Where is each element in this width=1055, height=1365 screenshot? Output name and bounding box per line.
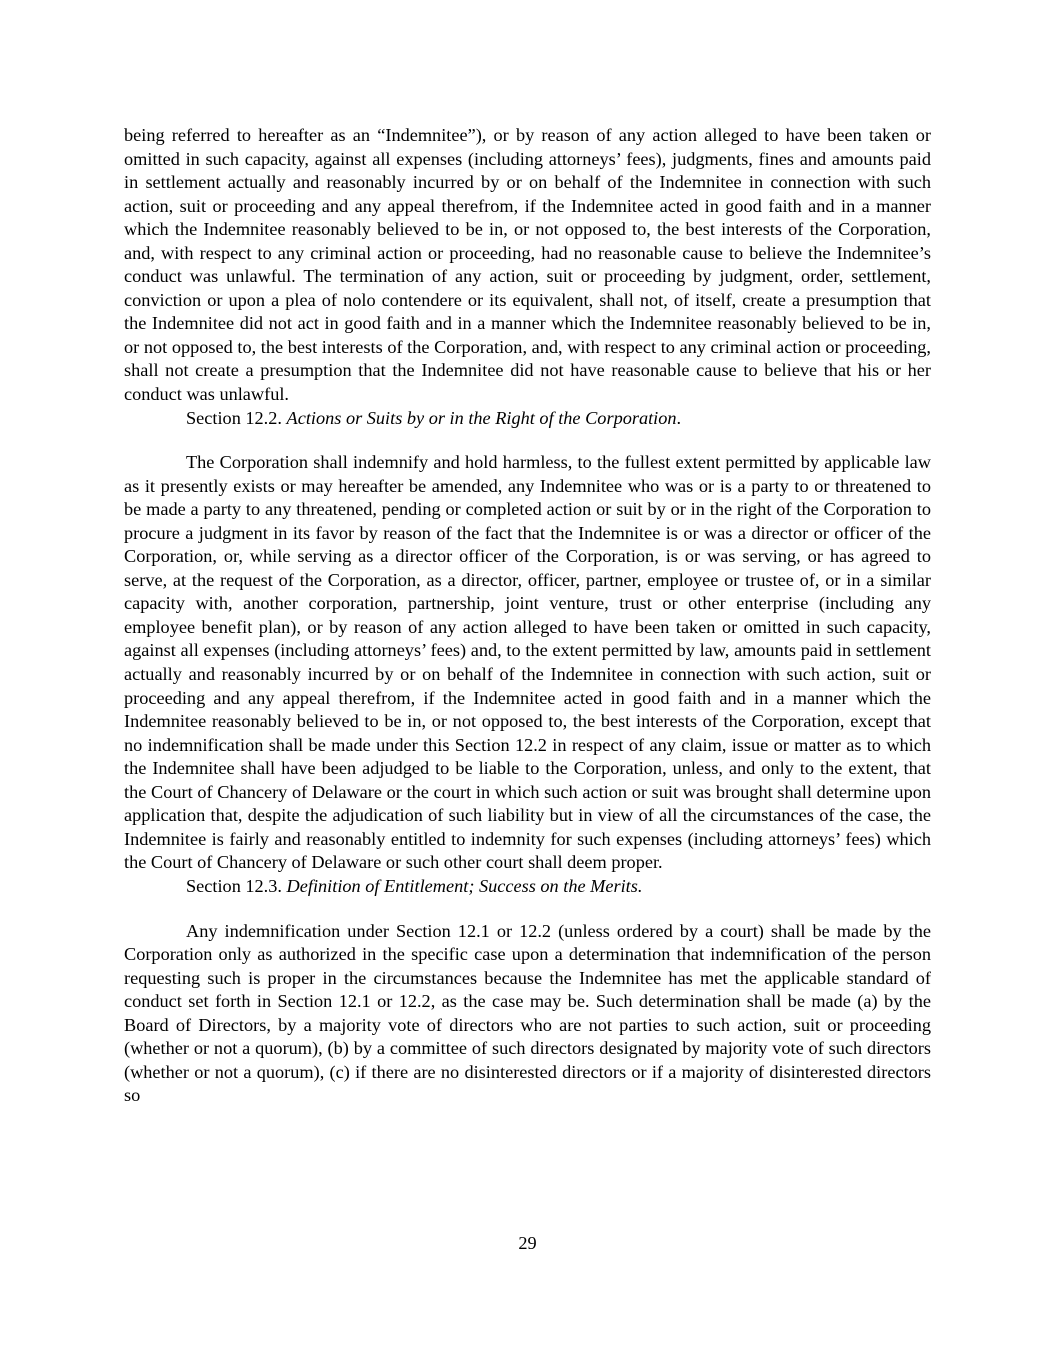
paragraph-continued: being referred to hereafter as an “Indemnitee”), or by reason of any action alleged to have been taken or omitted in such capacity, against all expenses (including attorneys’ fees), judgments, fines and amounts paid in settlement actually and reasonably incurred by or on behalf of the Indemnitee in connection with such action, suit or proceeding and any appeal therefrom, if the Indemnitee acted in good faith and in a manner which the Indemnitee reasonably believed to be in, or not opposed to, the best interests of the Corporation, and, with respect to any criminal action or proceeding, had no reasonable cause to believe the Indemnitee’s conduct was unlawful. The termination of any action, suit or proceeding by judgment, order, settlement, conviction or upon a plea of nolo contendere or its equivalent, shall not, of itself, create a presumption that the Indemnitee did not act in good faith and in a manner which the Indemnitee reasonably believed to be in, or not opposed to, the best interests of the Corporation, and, with respect to any criminal action or proceeding, shall not create a presumption that the Indemnitee did not have reasonable cause to believe that his or her conduct was unlawful. <box>124 125 931 405</box>
section-12-2-heading <box>124 407 931 431</box>
section-12-3-number: Section 12.3. <box>186 875 282 896</box>
section-12-2-body: The Corporation shall indemnify and hold harmless, to the fullest extent permitted by applicable law as it presently exists or may hereafter be amended, any Indemnitee who was or is a party to or threatened to be made a party to any threatened, pending or completed action or suit by or in the right of the Corporation to procure a judgment in its favor by reason of the fact that the Indemnitee is or was a director or officer of the Corporation, or, while serving as a director officer of the Corporation, is or was serving, or has agreed to serve, at the request of the Corporation, as a director, officer, partner, employee or trustee of, or in a similar capacity with, another corporation, partnership, joint venture, trust or other enterprise (including any employee benefit plan), or by reason of any action alleged to have been taken or omitted in such capacity, against all expenses (including attorneys’ fees) and, to the extent permitted by law, amounts paid in settlement actually and reasonably incurred by or on behalf of the Indemnitee in connection with such action, suit or proceeding and any appeal therefrom, if the Indemnitee acted in good faith and in a manner which the Indemnitee reasonably believed to be in, or not opposed to, the best interests of the Corporation, except that no indemnification shall be made under this Section 12.2 in respect of any claim, issue or matter as to which the Indemnitee shall have been adjudged to be liable to the Corporation, unless, and only to the extent, that the Court of Chancery of Delaware or the court in which such action or suit was brought shall determine upon application that, despite the adjudication of such liability but in view of all the circumstances of the case, the Indemnitee is fairly and reasonably entitled to indemnity for such expenses (including attorneys’ fees) which the Court of Chancery of Delaware or such other court shall deem proper. <box>124 452 931 873</box>
section-12-2-number: Section 12.2. <box>186 407 282 428</box>
section-12-3-body: Any indemnification under Section 12.1 or 12.2 (unless ordered by a court) shall be made by the Corporation only as authorized in the specific case upon a determination that indemnification of the person requesting such is proper in the circumstances because the Indemnitee has met the applicable standard of conduct set forth in Section 12.1 or 12.2, as the case may be. Such determination shall be made (a) by the Board of Directors, by a majority vote of directors who are not parties to such action, suit or proceeding (whether or not a quorum), (b) by a committee of such directors designated by majority vote of such directors (whether or not a quorum), (c) if there are no disinterested directors or if a majority of disinterested directors so <box>124 920 931 1106</box>
document-page <box>124 124 931 1108</box>
page-number: 29 <box>518 1233 537 1253</box>
section-12-2-title: Actions or Suits by or in the Right of the Corporation <box>286 407 677 428</box>
section-12-3-title: Definition of Entitlement; Success on the Merits. <box>286 875 643 896</box>
section-12-2-terminator: . <box>676 407 682 428</box>
section-12-3-heading <box>124 875 931 899</box>
